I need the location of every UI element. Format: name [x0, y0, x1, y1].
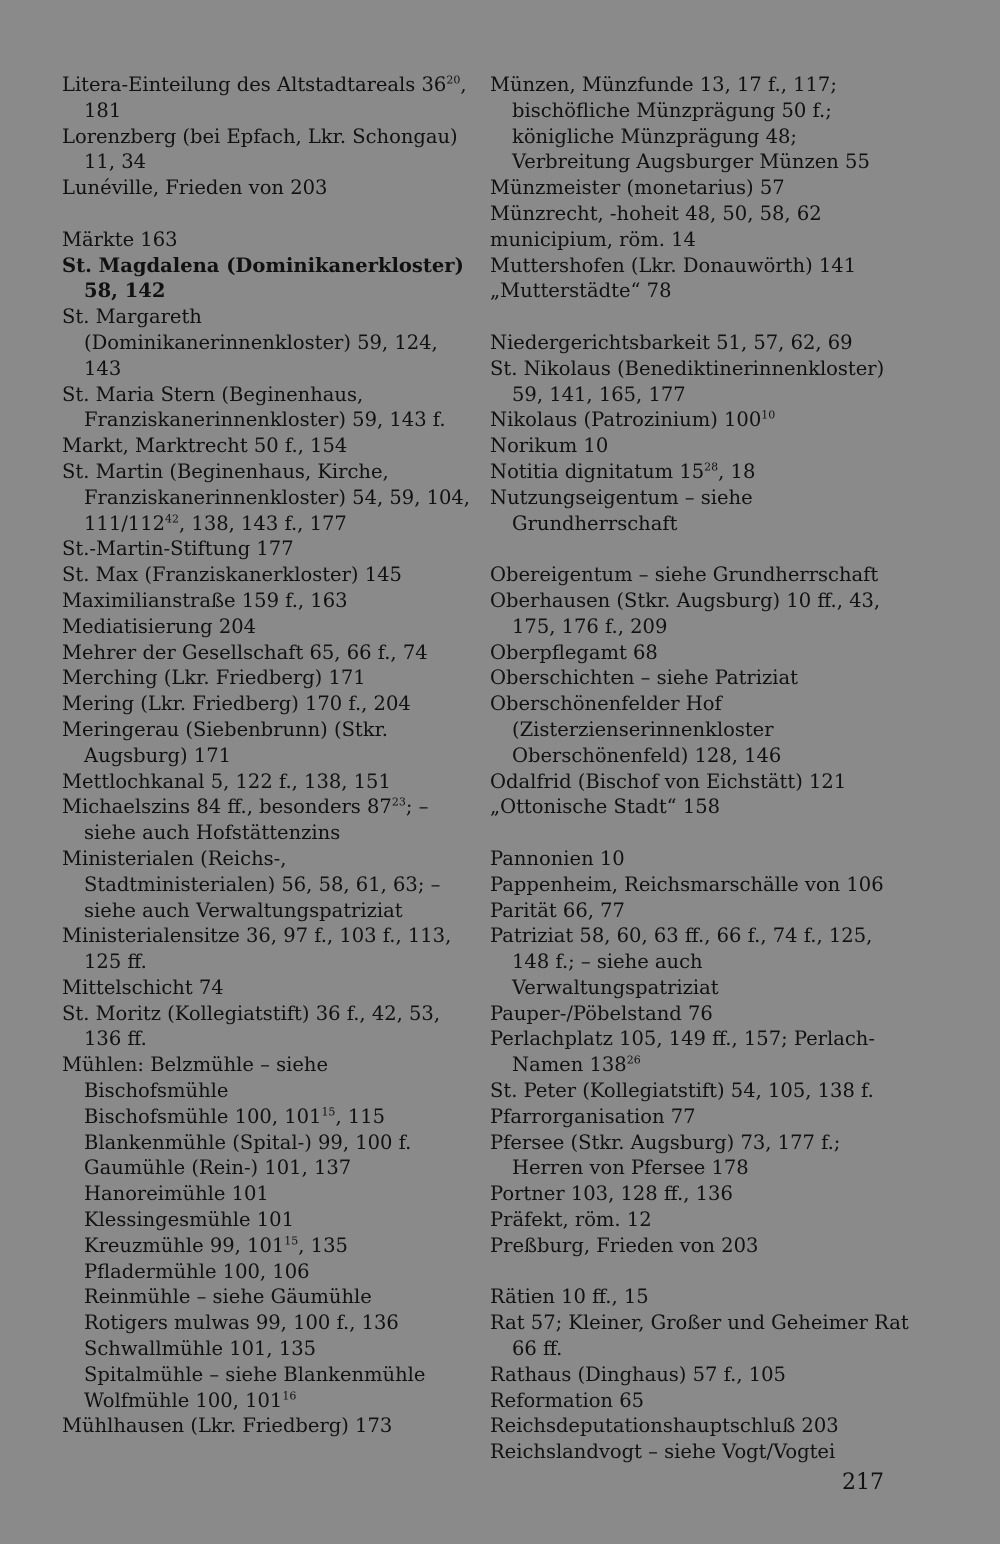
section-gap — [62, 201, 472, 227]
index-entry: Odalfrid (Bischof von Eichstätt) 121 — [490, 769, 847, 793]
index-subentry: Reinmühle – siehe Gäumühle — [84, 1285, 372, 1309]
section-gap — [490, 820, 910, 846]
index-entry: Pfersee (Stkr. Augsburg) 73, 177 f.; Herren von Pfersee 178 — [490, 1130, 841, 1180]
index-entry: Preßburg, Frieden von 203 — [490, 1233, 759, 1257]
footnote-ref: 28 — [704, 460, 719, 474]
index-entry: Maximilianstraße 159 f., 163 — [62, 588, 348, 612]
index-entry: Rathaus (Dinghaus) 57 f., 105 — [490, 1362, 786, 1386]
index-entry: Pappenheim, Reichsmarschälle von 106 — [490, 872, 884, 896]
index-entry: Märkte 163 — [62, 227, 178, 251]
index-subentry: Blankenmühle (Spital-) 99, 100 f. — [84, 1130, 412, 1154]
footnote-ref: 15 — [321, 1105, 336, 1119]
index-entry: Parität 66, 77 — [490, 898, 625, 922]
index-subentry: Schwallmühle 101, 135 — [84, 1337, 317, 1361]
index-entry: Oberschönenfelder Hof (Zisterzienserinnenkloster Oberschönenfeld) 128, 146 — [490, 692, 782, 767]
index-entry: Rätien 10 ff., 15 — [490, 1285, 649, 1309]
index-entry: Reichsdeputationshauptschluß 203 — [490, 1414, 839, 1438]
footnote-ref: 20 — [446, 73, 461, 87]
index-subentry: Wolfmühle 100, $101^{16}$ — [84, 1388, 297, 1412]
index-entry: Norikum 10 — [490, 434, 609, 458]
index-entry: municipium, röm. 14 — [490, 227, 696, 251]
index-entry: Mühlen: Belzmühle – siehe Bischofsmühle — [62, 1053, 328, 1103]
index-subentry: Kreuzmühle 99, $101^{15}$, 135 — [84, 1233, 348, 1257]
index-entry: Pfarrorganisation 77 — [490, 1104, 696, 1128]
index-entry: Merching (Lkr. Friedberg) 171 — [62, 666, 366, 690]
index-entry: St.-Martin-Stiftung 177 — [62, 537, 294, 561]
footnote-ref: 16 — [282, 1389, 297, 1403]
index-entry: St. Martin (Beginenhaus, Kirche, Franziskanerinnenkloster) 54, 59, 104, $111/112^{42}$, 138, 143 f., 177 — [62, 459, 471, 535]
index-entry: Rat 57; Kleiner, Großer und Geheimer Rat 66 ff. — [490, 1311, 909, 1361]
index-entry: Lunéville, Frieden von 203 — [62, 176, 328, 200]
index-subentry: Bischofsmühle 100, $101^{15}$, 115 — [84, 1104, 386, 1128]
index-entry: Niedergerichtsbarkeit 51, 57, 62, 69 — [490, 330, 853, 354]
index-entry: Pauper-/Pöbelstand 76 — [490, 1001, 713, 1025]
index-entry: Nutzungseigentum – siehe Grundherrschaft — [490, 485, 753, 535]
index-subentry: Pfladermühle 100, 106 — [84, 1259, 310, 1283]
index-entry: Münzen, Münzfunde 13, 17 f., 117; bischöfliche Münzprägung 50 f.; königliche Münzprägung 48; Verbreitung Augsburger Münzen 55 — [490, 73, 870, 174]
index-entry: Reichslandvogt – siehe Vogt/Vogtei — [490, 1440, 836, 1464]
section-gap — [490, 304, 910, 330]
index-entry: Obereigentum – siehe Grundherrschaft — [490, 563, 879, 587]
index-entry: Litera-Einteilung des Altstadtareals $36^{20}$, 181 — [62, 73, 467, 122]
index-entry: St. Peter (Kollegiatstift) 54, 105, 138 f. — [490, 1079, 874, 1103]
footnote-ref: 26 — [626, 1053, 641, 1067]
index-entry: Oberhausen (Stkr. Augsburg) 10 ff., 43, 175, 176 f., 209 — [490, 588, 881, 638]
index-entry: Michaelszins 84 ff., besonders $87^{23}$; – siehe auch Hofstättenzins — [62, 795, 429, 845]
index-entry: Portner 103, 128 ff., 136 — [490, 1182, 733, 1206]
index-subentry: Klessingesmühle 101 — [84, 1208, 294, 1232]
footnote-ref: 42 — [165, 512, 180, 526]
index-entry: St. Max (Franziskanerkloster) 145 — [62, 563, 402, 587]
index-entry: Münzmeister (monetarius) 57 — [490, 176, 785, 200]
section-gap — [490, 1259, 910, 1285]
index-subentry: Rotigers mulwas 99, 100 f., 136 — [84, 1311, 399, 1335]
index-entry: Lorenzberg (bei Epfach, Lkr. Schongau) 11, 34 — [62, 124, 458, 174]
index-entry: Notitia dignitatum $15^{28}$, 18 — [490, 459, 756, 483]
index-entry: Ministerialensitze 36, 97 f., 103 f., 113, 125 ff. — [62, 924, 452, 974]
index-entry: St. Moritz (Kollegiatstift) 36 f., 42, 53, 136 ff. — [62, 1001, 441, 1051]
section-gap — [490, 536, 910, 562]
index-entry: Patriziat 58, 60, 63 ff., 66 f., 74 f., 125, 148 f.; – siehe auch Verwaltungspatriziat — [490, 924, 873, 999]
index-entry: „Mutterstädte“ 78 — [490, 279, 672, 303]
index-subentry: Hanoreimühle 101 — [84, 1182, 269, 1206]
index-entry: „Ottonische Stadt“ 158 — [490, 795, 721, 819]
index-entry: Reformation 65 — [490, 1388, 645, 1412]
index-entry: Muttershofen (Lkr. Donauwörth) 141 — [490, 253, 857, 277]
index-subentry: Gaumühle (Rein-) 101, 137 — [84, 1156, 352, 1180]
index-entry: St. Nikolaus (Benediktinerinnenkloster) 59, 141, 165, 177 — [490, 356, 885, 406]
index-subentry: Spitalmühle – siehe Blankenmühle — [84, 1362, 426, 1386]
index-entry: Markt, Marktrecht 50 f., 154 — [62, 434, 348, 458]
index-entry: Mehrer der Gesellschaft 65, 66 f., 74 — [62, 640, 428, 664]
footnote-ref: 23 — [391, 795, 406, 809]
index-entry: St. Maria Stern (Beginenhaus, Franziskanerinnenkloster) 59, 143 f. — [62, 382, 446, 432]
index-entry: Mettlochkanal 5, 122 f., 138, 151 — [62, 769, 391, 793]
index-entry: Oberschichten – siehe Patriziat — [490, 666, 798, 690]
index-entry: Perlachplatz 105, 149 ff., 157; Perlach-Namen $138^{26}$ — [490, 1027, 875, 1077]
index-entry: Ministerialen (Reichs-, Stadtministerialen) 56, 58, 61, 63; – siehe auch Verwaltungspatriziat — [62, 846, 441, 922]
footnote-ref: 15 — [284, 1234, 299, 1248]
index-entry: St. Margareth (Dominikanerinnenkloster) 59, 124, 143 — [62, 305, 438, 380]
index-entry: Nikolaus (Patrozinium) $100^{10}$ — [490, 408, 776, 432]
page-number: 217 — [842, 1470, 884, 1495]
index-entry: Oberpflegamt 68 — [490, 640, 658, 664]
index-entry: Mittelschicht 74 — [62, 975, 224, 999]
index-entry: Mühlhausen (Lkr. Friedberg) 173 — [62, 1414, 393, 1438]
index-column-left — [62, 72, 472, 1439]
index-entry: Meringerau (Siebenbrunn) (Stkr. Augsburg) 171 — [62, 717, 388, 767]
index-entry: Präfekt, röm. 12 — [490, 1208, 652, 1232]
index-entry: Mering (Lkr. Friedberg) 170 f., 204 — [62, 692, 411, 716]
index-entry: Mediatisierung 204 — [62, 614, 257, 638]
footnote-ref: 10 — [761, 408, 776, 422]
index-entry: St. Magdalena (Dominikanerkloster) 58, 142 — [62, 253, 464, 303]
index-entry: Pannonien 10 — [490, 846, 625, 870]
index-entry: Münzrecht, -hoheit 48, 50, 58, 62 — [490, 201, 822, 225]
index-column-right — [490, 72, 910, 1465]
